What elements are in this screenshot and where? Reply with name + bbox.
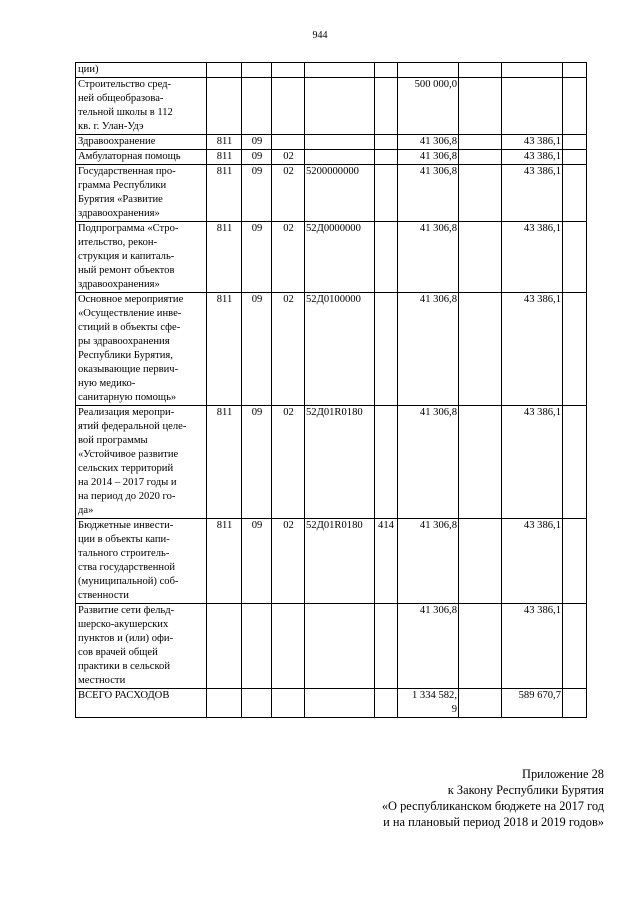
table-row [76,165,587,222]
cell-section: 09 [242,406,272,519]
cell-amount-3 [502,63,563,78]
cell-ministry: 811 [207,222,242,293]
cell-target-article [305,150,375,165]
cell-expense-type [375,293,398,406]
cell-amount-3 [502,78,563,135]
cell-subsection: 02 [272,150,305,165]
cell-section: 09 [242,165,272,222]
cell-amount-1: 41 306,8 [398,604,459,689]
cell-amount-3: 43 386,1 [502,604,563,689]
cell-subsection: 02 [272,222,305,293]
cell-subsection [272,689,305,718]
cell-name: Основное мероприятие «Осуществление инве- стиций в объекты сфе- ры здравоохранения Республики Бурятия, оказывающие первич- ную медико- санитарную помощь» [76,293,207,406]
cell-expense-type [375,604,398,689]
cell-amount-2 [459,63,502,78]
cell-target-article: 5200000000 [305,165,375,222]
table-row [76,604,587,689]
cell-name: Развитие сети фельд- шерско-акушерских пунктов и (или) офи- сов врачей общей практики в сельской местности [76,604,207,689]
cell-target-article [305,689,375,718]
table-row [76,63,587,78]
cell-amount-1: 500 000,0 [398,78,459,135]
cell-section [242,63,272,78]
cell-subsection [272,78,305,135]
cell-name: Амбулаторная помощь [76,150,207,165]
cell-amount-1 [398,63,459,78]
cell-name: ВСЕГО РАСХОДОВ [76,689,207,718]
cell-expense-type [375,689,398,718]
cell-amount-1: 41 306,8 [398,165,459,222]
cell-section [242,604,272,689]
cell-amount-4 [563,135,587,150]
page-number: 944 [312,30,328,41]
cell-section: 09 [242,222,272,293]
cell-amount-2 [459,689,502,718]
cell-expense-type [375,406,398,519]
cell-name: Подпрограмма «Стро- ительство, рекон- струкция и капиталь- ный ремонт объектов здравоохранения» [76,222,207,293]
table-body [76,63,587,718]
table-row [76,293,587,406]
cell-target-article: 52Д01R0180 [305,519,375,604]
cell-name: Строительство сред- ней общеобразова- тельной школы в 112 кв. г. Улан-Удэ [76,78,207,135]
cell-amount-2 [459,165,502,222]
cell-amount-3: 43 386,1 [502,135,563,150]
cell-expense-type [375,63,398,78]
cell-ministry [207,689,242,718]
cell-expense-type [375,222,398,293]
cell-amount-3: 43 386,1 [502,406,563,519]
cell-amount-2 [459,150,502,165]
cell-subsection [272,604,305,689]
appendix-law-period: и на плановый период 2018 и 2019 годов» [383,815,604,829]
cell-amount-2 [459,604,502,689]
cell-target-article [305,78,375,135]
cell-amount-4 [563,222,587,293]
cell-target-article: 52Д01R0180 [305,406,375,519]
cell-name: Бюджетные инвести- ции в объекты капи- тального строитель- ства государственной (муниципальной) соб- ственности [76,519,207,604]
cell-subsection: 02 [272,293,305,406]
cell-amount-1: 41 306,8 [398,293,459,406]
cell-amount-2 [459,293,502,406]
cell-amount-3: 589 670,7 [502,689,563,718]
cell-amount-4 [563,406,587,519]
cell-section: 09 [242,135,272,150]
cell-expense-type [375,135,398,150]
cell-subsection: 02 [272,165,305,222]
cell-target-article [305,604,375,689]
cell-name: Реализация меропри- ятий федеральной целе- вой программы «Устойчивое развитие сельских территорий на 2014 – 2017 годы и на период до 2020 го- да» [76,406,207,519]
cell-ministry: 811 [207,406,242,519]
cell-ministry: 811 [207,165,242,222]
table-row [76,150,587,165]
cell-section [242,78,272,135]
cell-expense-type [375,165,398,222]
cell-amount-1: 41 306,8 [398,135,459,150]
cell-amount-4 [563,604,587,689]
cell-amount-4 [563,78,587,135]
cell-subsection [272,135,305,150]
cell-amount-4 [563,293,587,406]
table-row [76,519,587,604]
cell-expense-type [375,150,398,165]
cell-expense-type: 414 [375,519,398,604]
budget-table [75,62,587,718]
cell-ministry [207,78,242,135]
appendix-law-title: «О республиканском бюджете на 2017 год [381,799,604,813]
cell-amount-3: 43 386,1 [502,222,563,293]
cell-subsection: 02 [272,519,305,604]
cell-amount-3: 43 386,1 [502,150,563,165]
cell-ministry [207,604,242,689]
cell-target-article: 52Д0100000 [305,293,375,406]
table-row [76,135,587,150]
cell-amount-4 [563,63,587,78]
table-row [76,222,587,293]
cell-expense-type [375,78,398,135]
cell-amount-4 [563,519,587,604]
appendix-law: к Закону Республики Бурятия [447,783,604,797]
cell-subsection: 02 [272,406,305,519]
cell-amount-4 [563,165,587,222]
cell-target-article [305,63,375,78]
cell-target-article: 52Д0000000 [305,222,375,293]
cell-section [242,689,272,718]
cell-amount-2 [459,78,502,135]
appendix-title: Приложение 28 [522,767,604,781]
cell-subsection [272,63,305,78]
cell-ministry: 811 [207,150,242,165]
cell-amount-3: 43 386,1 [502,519,563,604]
cell-section: 09 [242,519,272,604]
cell-amount-3: 43 386,1 [502,165,563,222]
appendix-heading [382,766,604,830]
table-row [76,406,587,519]
cell-ministry: 811 [207,135,242,150]
cell-amount-1: 41 306,8 [398,150,459,165]
cell-name: Государственная про- грамма Республики Бурятия «Развитие здравоохранения» [76,165,207,222]
cell-ministry [207,63,242,78]
cell-amount-3: 43 386,1 [502,293,563,406]
cell-amount-2 [459,406,502,519]
cell-amount-1: 41 306,8 [398,519,459,604]
cell-ministry: 811 [207,293,242,406]
cell-amount-4 [563,150,587,165]
cell-amount-1: 1 334 582, 9 [398,689,459,718]
cell-amount-4 [563,689,587,718]
cell-ministry: 811 [207,519,242,604]
cell-name: Здравоохранение [76,135,207,150]
table-row [76,78,587,135]
cell-name: ции) [76,63,207,78]
cell-section: 09 [242,293,272,406]
cell-target-article [305,135,375,150]
cell-amount-2 [459,135,502,150]
cell-amount-2 [459,222,502,293]
cell-section: 09 [242,150,272,165]
cell-amount-1: 41 306,8 [398,222,459,293]
table-row [76,689,587,718]
cell-amount-1: 41 306,8 [398,406,459,519]
cell-amount-2 [459,519,502,604]
